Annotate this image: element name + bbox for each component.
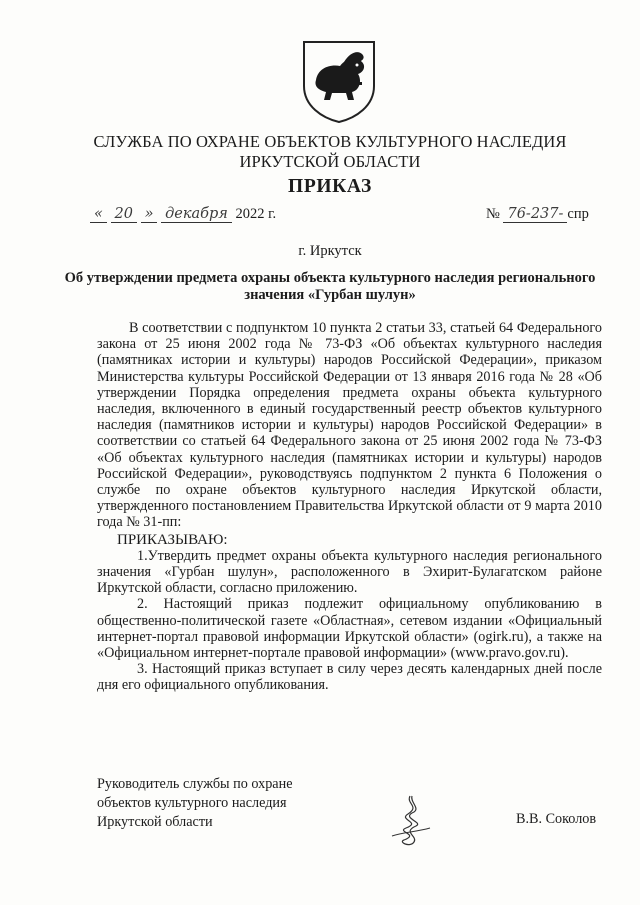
order-item-3: 3. Настоящий приказ вступает в силу через десять календарных дней после дня его официального опубликования. (97, 661, 602, 694)
document-number (486, 206, 589, 223)
agency-name-line2: ИРКУТСКОЙ ОБЛАСТИ (239, 152, 421, 171)
document-type: ПРИКАЗ (288, 176, 372, 197)
date-open-quote: « (90, 206, 107, 223)
coat-of-arms-icon (296, 38, 382, 124)
preamble: В соответствии с подпунктом 10 пункта 2 статьи 33, статьей 64 Федерального закона от 25 июня 2002 года № 73-ФЗ «Об объектах культурного наследия (памятниках истории и культуры) народов Российской Федерации», приказом Министерства культуры Российской Федерации от 13 января 2016 года № 28 «Об утверждении Порядка определения предмета охраны объекта культурного наследия, включенного в единый государственный реестр объектов культурного наследия (памятников истории и культуры) народов Российской Федерации» в соответствии со статьей 64 Федерального закона от 25 июня 2002 года № 73-ФЗ «Об объектах культурного наследия (памятниках истории и культуры) народов Российской Федерации», руководствуясь подпунктом 2 пункта 6 Положения о службе по охране объектов культурного наследия Иркутской области, утвержденного постановлением Правительства Иркутской области от 9 марта 2010 года № 31-пп: (97, 320, 602, 531)
date-month: декабря (161, 206, 232, 223)
position-line3: Иркутской области (97, 814, 213, 830)
handwritten-signature-icon (380, 792, 440, 852)
date-day: 20 (111, 206, 137, 223)
number-prefix: № (486, 206, 500, 222)
order-item-2: 2. Настоящий приказ подлежит официальному опубликованию в общественно-политической газете «Областная», сетевом издании «Официальный интернет-портал правовой информации Иркутской области» (ogirk.ru), а также на «Официальном интернет-портале правовой информации» (www.pravo.gov.ru). (97, 596, 602, 662)
document-body (97, 320, 602, 694)
order-item-1: 1.Утвердить предмет охраны объекта культурного наследия регионального значения «Гурбан шулун», расположенного в Эхирит-Булагатском районе Иркутской области, согласно приложению. (97, 547, 602, 597)
document-date (90, 206, 276, 223)
order-heading: ПРИКАЗЫВАЮ: (117, 531, 228, 548)
agency-name-line1: СЛУЖБА ПО ОХРАНЕ ОБЪЕКТОВ КУЛЬТУРНОГО НАСЛЕДИЯ (93, 132, 567, 151)
city: г. Иркутск (298, 243, 362, 259)
signatory-position (97, 775, 327, 832)
number-suffix: спр (567, 206, 589, 222)
document-title: Об утверждении предмета охраны объекта культурного наследия регионального значения «Гурбан шулун» (64, 270, 596, 303)
number-value: 76-237- (503, 206, 567, 223)
position-line2: объектов культурного наследия (97, 795, 287, 811)
date-close-quote: » (141, 206, 158, 223)
position-line1: Руководитель службы по охране (97, 776, 293, 792)
signatory-name: В.В. Соколов (516, 811, 597, 827)
date-year: 2022 г. (235, 206, 277, 222)
